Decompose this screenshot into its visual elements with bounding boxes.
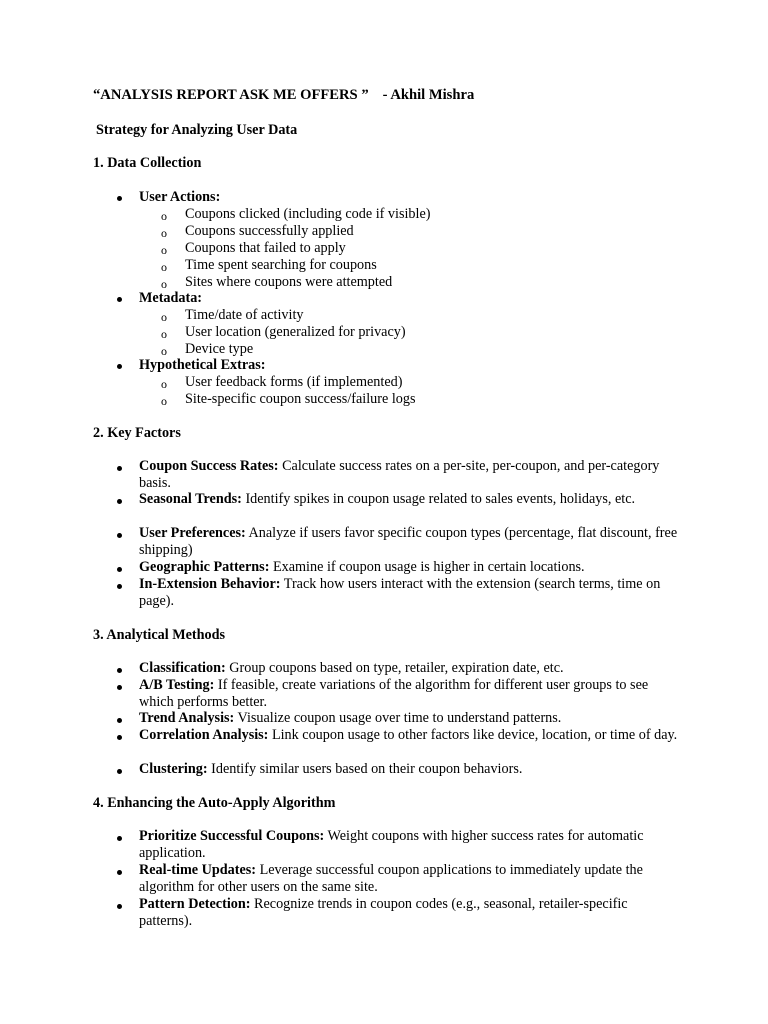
term: In-Extension Behavior: — [139, 576, 281, 592]
section-heading-data-collection: 1. Data Collection — [93, 155, 202, 171]
circle-bullet-icon: o — [161, 243, 167, 257]
list-item: Coupons successfully applied — [185, 223, 354, 239]
bullet-icon — [117, 364, 122, 369]
bullet-icon — [117, 567, 122, 572]
list-item: Coupons clicked (including code if visible) — [185, 206, 431, 222]
description: Visualize coupon usage over time to understand patterns. — [234, 710, 562, 726]
description: Analyze if users favor specific coupon types (percentage, flat discount, free shipping) — [139, 525, 678, 558]
bullet-icon — [117, 584, 122, 589]
circle-bullet-icon: o — [161, 310, 167, 324]
description: Track how users interact with the extension (search terms, time on page). — [139, 576, 661, 609]
term: Geographic Patterns: — [139, 559, 270, 575]
list-item — [139, 828, 679, 862]
section-heading-auto-apply: 4. Enhancing the Auto-Apply Algorithm — [93, 795, 336, 811]
term: Pattern Detection: — [139, 896, 251, 912]
list-item — [139, 677, 679, 711]
list-item: User location (generalized for privacy) — [185, 324, 406, 340]
bullet-icon — [117, 769, 122, 774]
circle-bullet-icon: o — [161, 209, 167, 223]
report-subtitle: Strategy for Analyzing User Data — [96, 122, 298, 138]
description: Identify similar users based on their coupon behaviors. — [207, 761, 523, 777]
bullet-icon — [117, 685, 122, 690]
group-label-hypothetical-extras: Hypothetical Extras: — [139, 357, 266, 373]
bullet-icon — [117, 718, 122, 723]
list-item — [139, 761, 679, 778]
circle-bullet-icon: o — [161, 226, 167, 240]
title-text: “ANALYSIS REPORT ASK ME OFFERS ” — [93, 87, 369, 103]
description: Recognize trends in coupon codes (e.g., seasonal, retailer-specific patterns). — [139, 896, 628, 929]
bullet-icon — [117, 904, 122, 909]
list-item — [139, 576, 679, 610]
term: Real-time Updates: — [139, 862, 257, 878]
description: Group coupons based on type, retailer, expiration date, etc. — [225, 660, 564, 676]
term: Classification: — [139, 660, 226, 676]
term: Coupon Success Rates: — [139, 458, 279, 474]
term: Clustering: — [139, 761, 208, 777]
term: Correlation Analysis: — [139, 727, 269, 743]
bullet-icon — [117, 196, 122, 201]
list-item: Site-specific coupon success/failure logs — [185, 391, 416, 407]
circle-bullet-icon: o — [161, 377, 167, 391]
list-item — [139, 458, 679, 492]
term: User Preferences: — [139, 525, 246, 541]
report-title — [93, 87, 474, 104]
list-item — [139, 727, 679, 744]
list-item: Time spent searching for coupons — [185, 257, 377, 273]
circle-bullet-icon: o — [161, 394, 167, 408]
bullet-icon — [117, 297, 122, 302]
circle-bullet-icon: o — [161, 344, 167, 358]
description: Calculate success rates on a per-site, per-coupon, and per-category basis. — [139, 458, 660, 491]
circle-bullet-icon: o — [161, 327, 167, 341]
author-name: - Akhil Mishra — [382, 87, 475, 103]
description: Identify spikes in coupon usage related to sales events, holidays, etc. — [241, 491, 636, 507]
circle-bullet-icon: o — [161, 260, 167, 274]
group-label-user-actions: User Actions: — [139, 189, 221, 205]
description: Examine if coupon usage is higher in certain locations. — [269, 559, 585, 575]
bullet-icon — [117, 668, 122, 673]
description: Leverage successful coupon applications to immediately update the algorithm for other users on the same site. — [139, 862, 643, 895]
bullet-icon — [117, 836, 122, 841]
bullet-icon — [117, 870, 122, 875]
description: Weight coupons with higher success rates for automatic application. — [139, 828, 644, 861]
list-item: User feedback forms (if implemented) — [185, 374, 403, 390]
bullet-icon — [117, 499, 122, 504]
list-item: Time/date of activity — [185, 307, 304, 323]
bullet-icon — [117, 735, 122, 740]
group-label-metadata: Metadata: — [139, 290, 203, 306]
bullet-icon — [117, 466, 122, 471]
list-item — [139, 491, 679, 508]
list-item: Coupons that failed to apply — [185, 240, 346, 256]
term: Prioritize Successful Coupons: — [139, 828, 325, 844]
section-heading-analytical-methods: 3. Analytical Methods — [93, 627, 226, 643]
list-item — [139, 896, 679, 930]
bullet-icon — [117, 533, 122, 538]
description: Link coupon usage to other factors like device, location, or time of day. — [268, 727, 678, 743]
description: If feasible, create variations of the algorithm for different user groups to see which performs better. — [139, 677, 649, 710]
list-item — [139, 525, 679, 559]
term: A/B Testing: — [139, 677, 215, 693]
list-item — [139, 862, 679, 896]
list-item — [139, 710, 679, 727]
list-item: Device type — [185, 341, 254, 357]
term: Trend Analysis: — [139, 710, 235, 726]
list-item: Sites where coupons were attempted — [185, 274, 393, 290]
list-item — [139, 660, 679, 677]
circle-bullet-icon: o — [161, 277, 167, 291]
list-item — [139, 559, 679, 576]
term: Seasonal Trends: — [139, 491, 242, 507]
section-heading-key-factors: 2. Key Factors — [93, 425, 181, 441]
